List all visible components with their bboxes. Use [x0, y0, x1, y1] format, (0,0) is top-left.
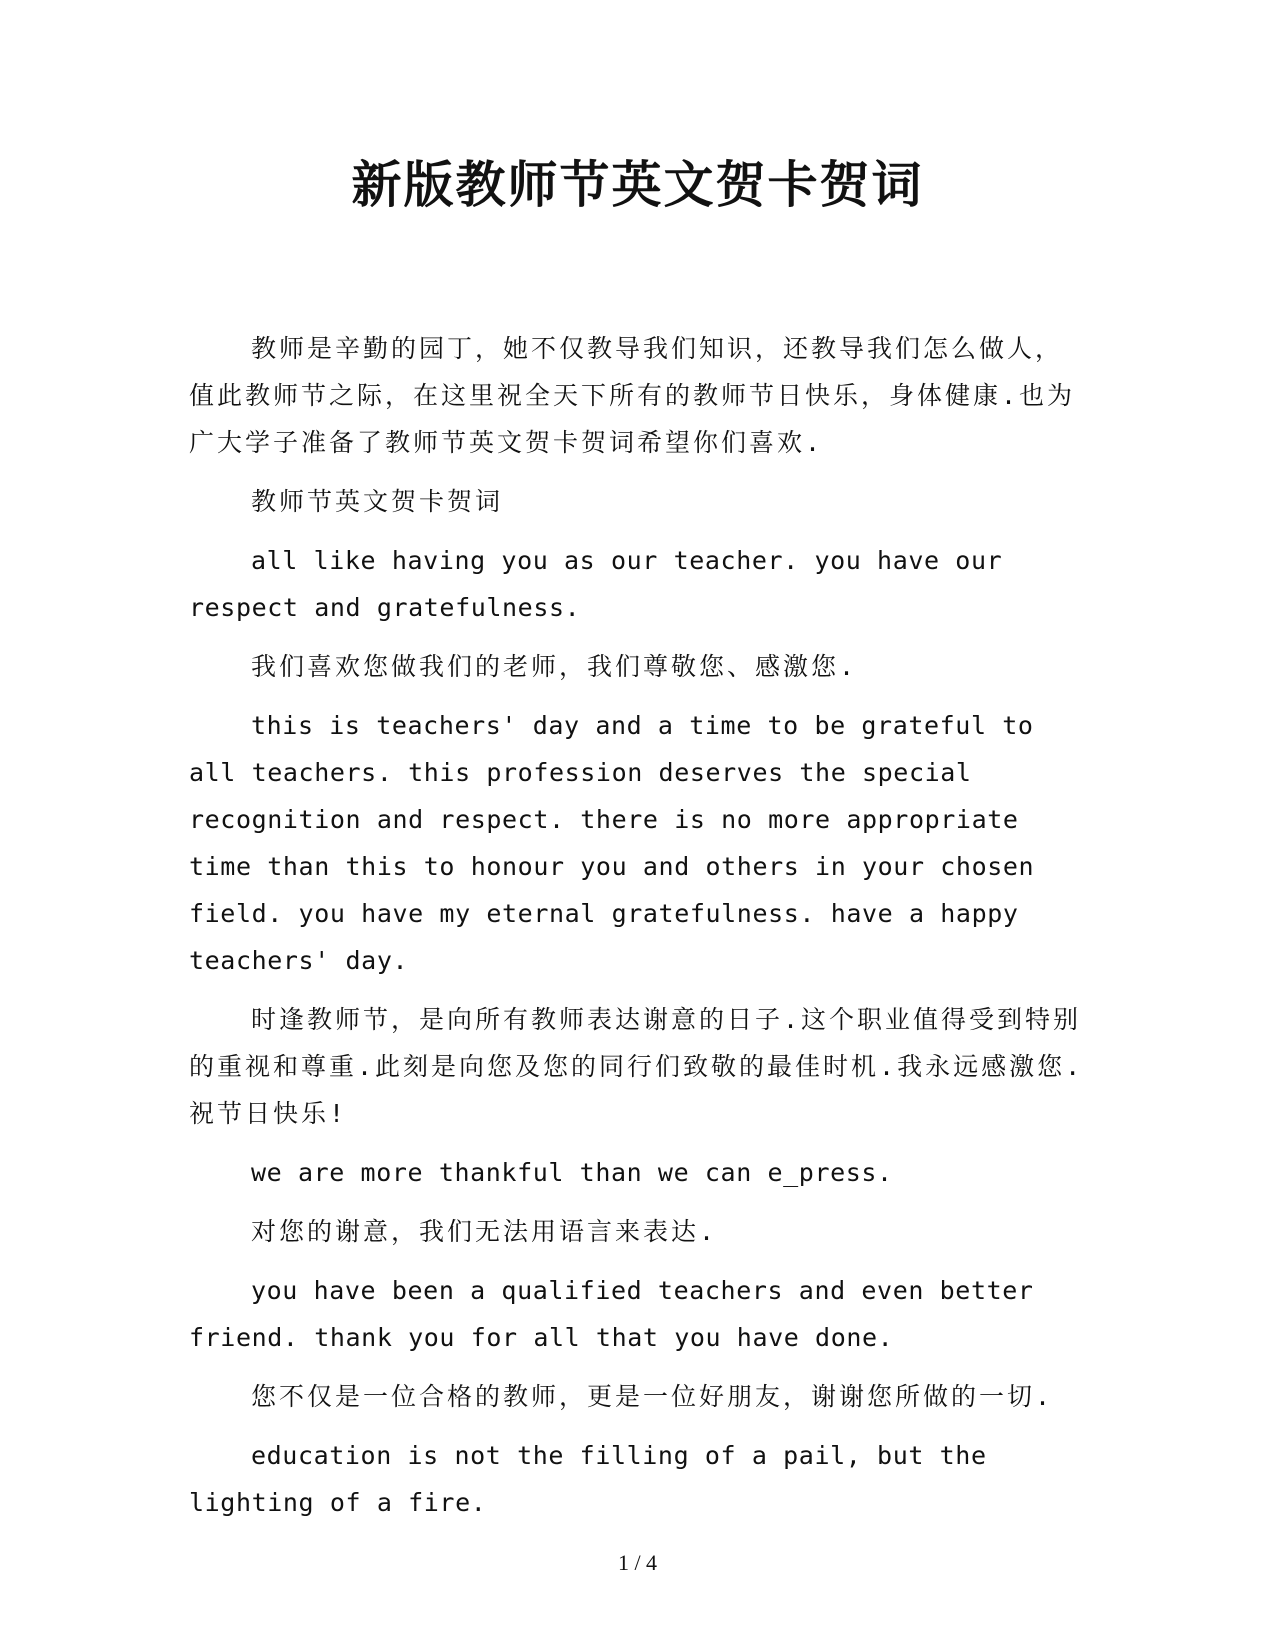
paragraph-english: education is not the filling of a pail, but the lighting of a fire. [189, 1441, 987, 1517]
paragraph-intro: 教师是辛勤的园丁，她不仅教导我们知识，还教导我们怎么做人，值此教师节之际，在这里祝全天下所有的教师节日快乐，身体健康.也为广大学子准备了教师节英文贺卡贺词希望你们喜欢. [189, 334, 1076, 457]
page-number: 1 / 4 [617, 1550, 658, 1575]
paragraph-chinese: 我们喜欢您做我们的老师，我们尊敬您、感激您. [251, 652, 858, 681]
document-title: 新版教师节英文贺卡贺词 [351, 155, 924, 214]
paragraph-english: we are more thankful than we can e_press. [251, 1158, 893, 1187]
paragraph-english: all like having you as our teacher. you have our respect and gratefulness. [189, 546, 1003, 622]
paragraph-english: this is teachers' day and a time to be grateful to all teachers. this profession deserves the special recognition and respect. there is no more appropriate time than this to honour you and others in your chosen field. you have my eternal gratefulness. have a happy teachers' day. [189, 711, 1035, 975]
paragraph-chinese: 时逢教师节，是向所有教师表达谢意的日子.这个职业值得受到特别的重视和尊重.此刻是向您及您的同行们致敬的最佳时机.我永远感激您.祝节日快乐! [189, 1005, 1084, 1128]
document-body [189, 325, 1084, 1538]
paragraph-english: you have been a qualified teachers and even better friend. thank you for all that you have done. [189, 1276, 1034, 1352]
paragraph-chinese: 您不仅是一位合格的教师，更是一位好朋友，谢谢您所做的一切. [251, 1382, 1054, 1411]
paragraph-chinese: 对您的谢意，我们无法用语言来表达. [251, 1217, 718, 1246]
paragraph-subheading: 教师节英文贺卡贺词 [251, 487, 504, 516]
